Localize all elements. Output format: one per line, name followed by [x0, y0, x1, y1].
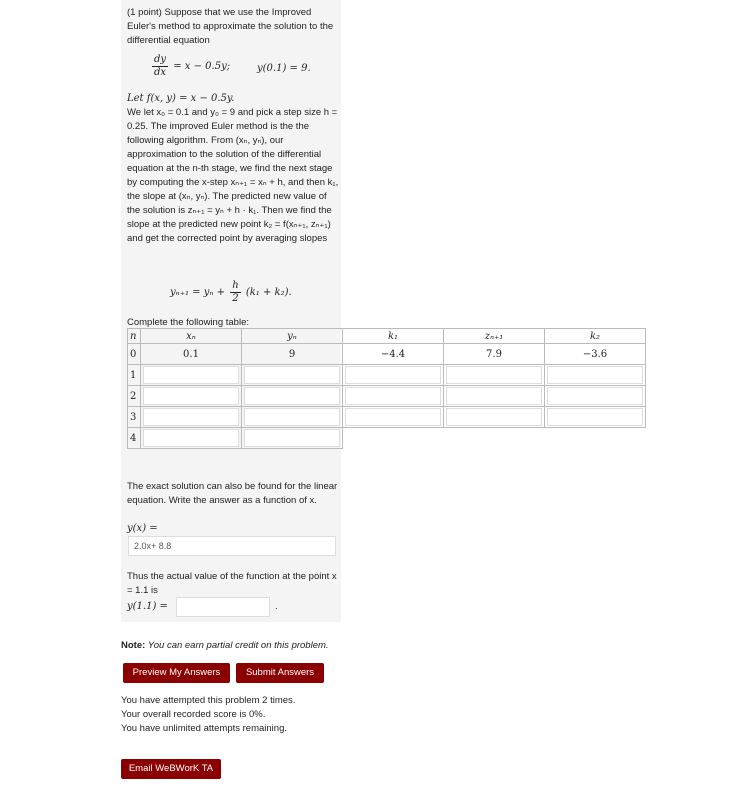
ode-rhs: = x − 0.5y; — [173, 61, 231, 72]
header-xn: xₙ — [141, 329, 242, 344]
row-index: 3 — [128, 407, 141, 428]
update-formula — [170, 280, 292, 305]
input-x1[interactable] — [143, 366, 239, 384]
input-x3[interactable] — [143, 408, 239, 426]
header-zn1: zₙ₊₁ — [444, 329, 545, 344]
attempts-status — [121, 694, 295, 736]
input-y4[interactable] — [244, 429, 340, 447]
input-z2-1[interactable] — [446, 366, 542, 384]
remaining-line: You have unlimited attempts remaining. — [121, 723, 287, 734]
preview-answers-button[interactable]: Preview My Answers — [123, 663, 230, 683]
table-instruction: Complete the following table: — [127, 317, 249, 328]
actual-value-label: y(1.1) = — [127, 601, 168, 612]
header-n: n — [128, 329, 141, 344]
input-x4[interactable] — [143, 429, 239, 447]
let-f: Let f(x, y) = x − 0.5y. — [127, 93, 235, 104]
update-numerator: h — [232, 280, 239, 291]
actual-value-text: Thus the actual value of the function at the point x = 1.1 is — [127, 571, 337, 596]
row-index: 2 — [128, 386, 141, 407]
table-row — [128, 365, 646, 386]
header-k2: k₂ — [545, 329, 646, 344]
attempts-line: You have attempted this problem 2 times. — [121, 695, 296, 706]
update-denominator: 2 — [232, 293, 239, 304]
ode-numerator: dy — [154, 54, 167, 65]
ode-denominator: dx — [154, 67, 167, 78]
header-k1: k₁ — [343, 329, 444, 344]
algorithm-description: We let x₀ = 0.1 and y₀ = 9 and pick a step size h = 0.25. The improved Euler method is the the following algorithm. From (xₙ, yₙ), our approximation to the solution of the differential equation at the n-th stage, we find the next stage by computing the x-step xₙ₊₁ = xₙ + h, and then k₁, the slope at (xₙ, yₙ). The predicted new value of the solution is zₙ₊₁ = yₙ + h · k₁. Then we find the slope at the predicted new point k₂ = f(xₙ₊₁, zₙ₊₁) and get the corrected point by averaging slopes — [127, 107, 339, 244]
header-yn: yₙ — [242, 329, 343, 344]
ode-equation — [150, 54, 230, 79]
actual-value-period: . — [275, 601, 278, 612]
submit-answers-button[interactable]: Submit Answers — [236, 663, 324, 683]
input-k1-1[interactable] — [345, 366, 441, 384]
update-fraction — [230, 280, 240, 305]
exact-solution-input[interactable]: 2.0x+ 8.8 — [128, 536, 336, 556]
input-x2[interactable] — [143, 387, 239, 405]
note-label: Note: — [121, 640, 146, 651]
cell-z1-0: 7.9 — [444, 344, 545, 365]
table-header-row — [128, 329, 646, 344]
row-index: 1 — [128, 365, 141, 386]
ode-fraction — [152, 54, 168, 79]
input-k1-2[interactable] — [345, 387, 441, 405]
cell-y0: 9 — [242, 344, 343, 365]
table-row — [128, 407, 646, 428]
partial-credit-note — [121, 640, 329, 651]
input-y1[interactable] — [244, 366, 340, 384]
cell-x0: 0.1 — [141, 344, 242, 365]
row-index: 0 — [128, 344, 141, 365]
note-text: You can earn partial credit on this problem. — [147, 640, 329, 651]
cell-k1-0: −4.4 — [343, 344, 444, 365]
exact-solution-text: The exact solution can also be found for the linear equation. Write the answer as a function of x. — [127, 481, 338, 506]
initial-condition: y(0.1) = 9. — [257, 63, 311, 74]
cell-k2-0: −3.6 — [545, 344, 646, 365]
input-k1-3[interactable] — [345, 408, 441, 426]
row-index: 4 — [128, 428, 141, 449]
table-row — [128, 428, 646, 449]
problem-intro: (1 point) Suppose that we use the Improved Euler's method to approximate the solution to the differential equation — [127, 7, 334, 46]
actual-value-input[interactable] — [176, 597, 270, 617]
email-ta-button[interactable]: Email WeBWorK TA — [121, 759, 221, 779]
table-row — [128, 386, 646, 407]
input-z3-2[interactable] — [446, 387, 542, 405]
update-lhs: yₙ₊₁ = yₙ + — [170, 287, 225, 298]
input-y3[interactable] — [244, 408, 340, 426]
input-k2-3[interactable] — [547, 408, 643, 426]
input-y2[interactable] — [244, 387, 340, 405]
input-k2-1[interactable] — [547, 366, 643, 384]
update-rhs: (k₁ + k₂). — [245, 287, 292, 298]
input-k2-2[interactable] — [547, 387, 643, 405]
exact-solution-label: y(x) = — [127, 523, 158, 534]
euler-table — [127, 328, 646, 449]
score-line: Your overall recorded score is 0%. — [121, 709, 266, 720]
input-z4-3[interactable] — [446, 408, 542, 426]
table-row — [128, 344, 646, 365]
